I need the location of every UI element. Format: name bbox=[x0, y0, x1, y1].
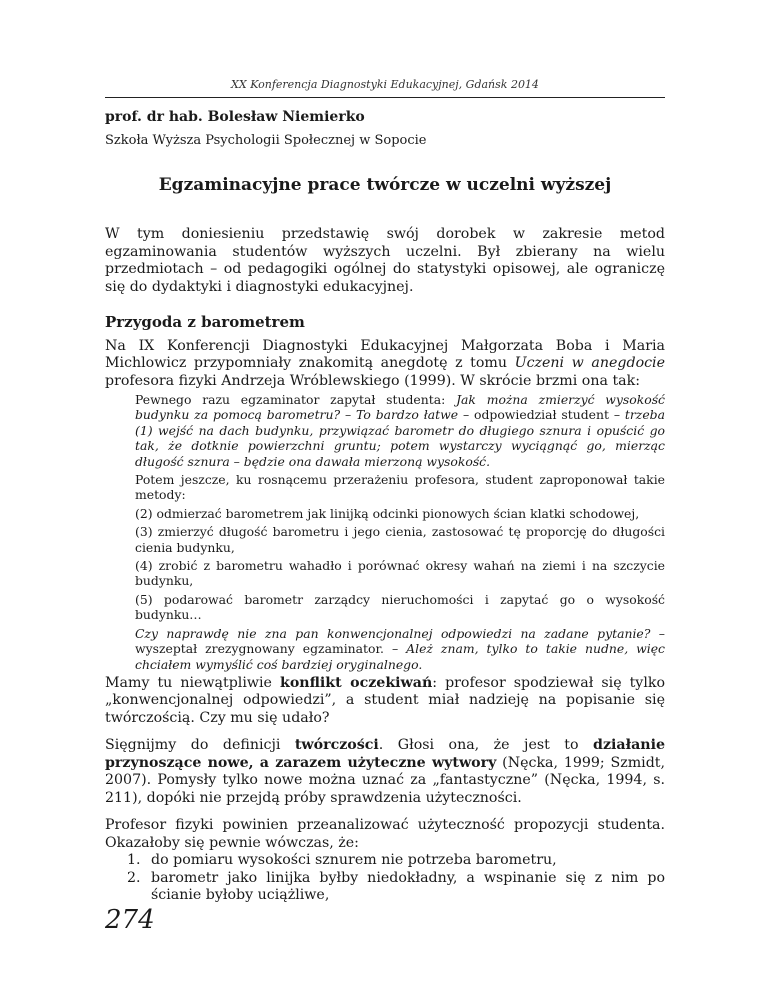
term-conflict: konflikt oczekiwań bbox=[279, 674, 433, 691]
page-number: 274 bbox=[105, 905, 155, 935]
quote-paragraph: (5) podarować barometr zarządcy nieruchomości i zapytać go o wysokość budynku… bbox=[135, 591, 665, 623]
quote-paragraph: (2) odmierzać barometrem jak linijką odcinki pionowych ścian klatki schodowej, bbox=[135, 505, 640, 521]
author-name: prof. dr hab. Bolesław Niemierko bbox=[105, 109, 365, 125]
term-creativity: twórczości bbox=[294, 737, 379, 754]
quote-paragraph: (3) zmierzyć długość barometru i jego cienia, zastosować tę proporcję do długości cienia budynku, bbox=[135, 524, 665, 555]
list-item: 1. do pomiaru wysokości sznurem nie potrzeba barometru, bbox=[127, 852, 557, 869]
paragraph-analysis: Profesor fizyki powinien przeanalizować użyteczność propozycji studenta. Okazałoby się pewnie wówczas, że: bbox=[105, 817, 665, 851]
quote-paragraph: (4) zrobić z barometru wahadło i porównać okresy wahań na ziemi i na szczycie budynku, bbox=[135, 558, 665, 589]
section-heading: Przygoda z barometrem bbox=[105, 313, 305, 331]
paragraph-anecdote-intro: Na IX Konferencji Diagnostyki Edukacyjnej Małgorzata Boba i Maria Michlowicz przypomniały znakomitą anegdotę z tomu Uczeni w anegdocie profesora fizyki Andrzeja Wróblewskiego (1999). W skrócie brzmi ona tak: bbox=[105, 337, 665, 389]
anecdote-quote bbox=[135, 392, 665, 672]
article-body bbox=[105, 226, 665, 905]
running-head: XX Konferencja Diagnostyki Edukacyjnej, Gdańsk 2014 bbox=[231, 78, 539, 91]
paragraph-conflict: Mamy tu niewątpliwie konflikt oczekiwań: profesor spodziewał się tylko „konwencjonalnej odpowiedzi”, a student miał nadzieję na popisanie się twórczością. Czy mu się udało? bbox=[105, 674, 666, 726]
paragraph-definition: Sięgnijmy do definicji twórczości. Głosi ona, że jest to działanie przynoszące nowe, a zarazem użyteczne wytwory (Nęcka, 1999; Szmidt, 2007). Pomysły tylko nowe można uznać za „fantastyczne” (Nęcka, 1994, s. 211), dopóki nie przejdą próby sprawdzenia użyteczności. bbox=[105, 737, 665, 806]
header-rule bbox=[105, 97, 665, 98]
quote-paragraph: Pewnego razu egzaminator zapytał studenta: Jak można zmierzyć wysokość budynku za pomocą barometru? – To bardzo łatwe – odpowiedział student – trzeba (1) wejść na dach budynku, przywiązać barometr do długiego sznura i opuścić go tak, że dotknie powierzchni gruntu; potem wystarczy wyciągnąć go, mierząc długość sznura – będzie ona dawała mierzoną wysokość. bbox=[135, 392, 666, 469]
quote-paragraph: Potem jeszcze, ku rosnącemu przerażeniu profesora, student zaproponował takie metody: bbox=[135, 472, 665, 503]
list-item: 2. barometr jako linijka byłby niedokładny, a wspinanie się z nim po ścianie byłoby uciążliwe, bbox=[127, 869, 665, 904]
definition-text: działanie przynoszące nowe, a zarazem użyteczne wytwory bbox=[105, 737, 665, 771]
book-title: Uczeni w anegdocie bbox=[514, 355, 665, 371]
quote-paragraph: Czy naprawdę nie zna pan konwencjonalnej odpowiedzi na zadane pytanie? – wyszeptał zrezygnowany egzaminator. – Ależ znam, tylko to takie nudne, więc chciałem wymyślić coś bardziej oryginalnego. bbox=[135, 625, 665, 672]
numbered-list bbox=[105, 852, 665, 905]
intro-paragraph: W tym doniesieniu przedstawię swój dorobek w zakresie metod egzaminowania studentów wyższych uczelni. Był zbierany na wielu przedmiotach – od pedagogiki ogólnej do statystyki opisowej, ale ograniczę się do dydaktyki i diagnostyki edukacyjnej. bbox=[105, 226, 665, 295]
author-affiliation: Szkoła Wyższa Psychologii Społecznej w Sopocie bbox=[105, 133, 427, 148]
article-title: Egzaminacyjne prace twórcze w uczelni wyższej bbox=[158, 175, 612, 195]
